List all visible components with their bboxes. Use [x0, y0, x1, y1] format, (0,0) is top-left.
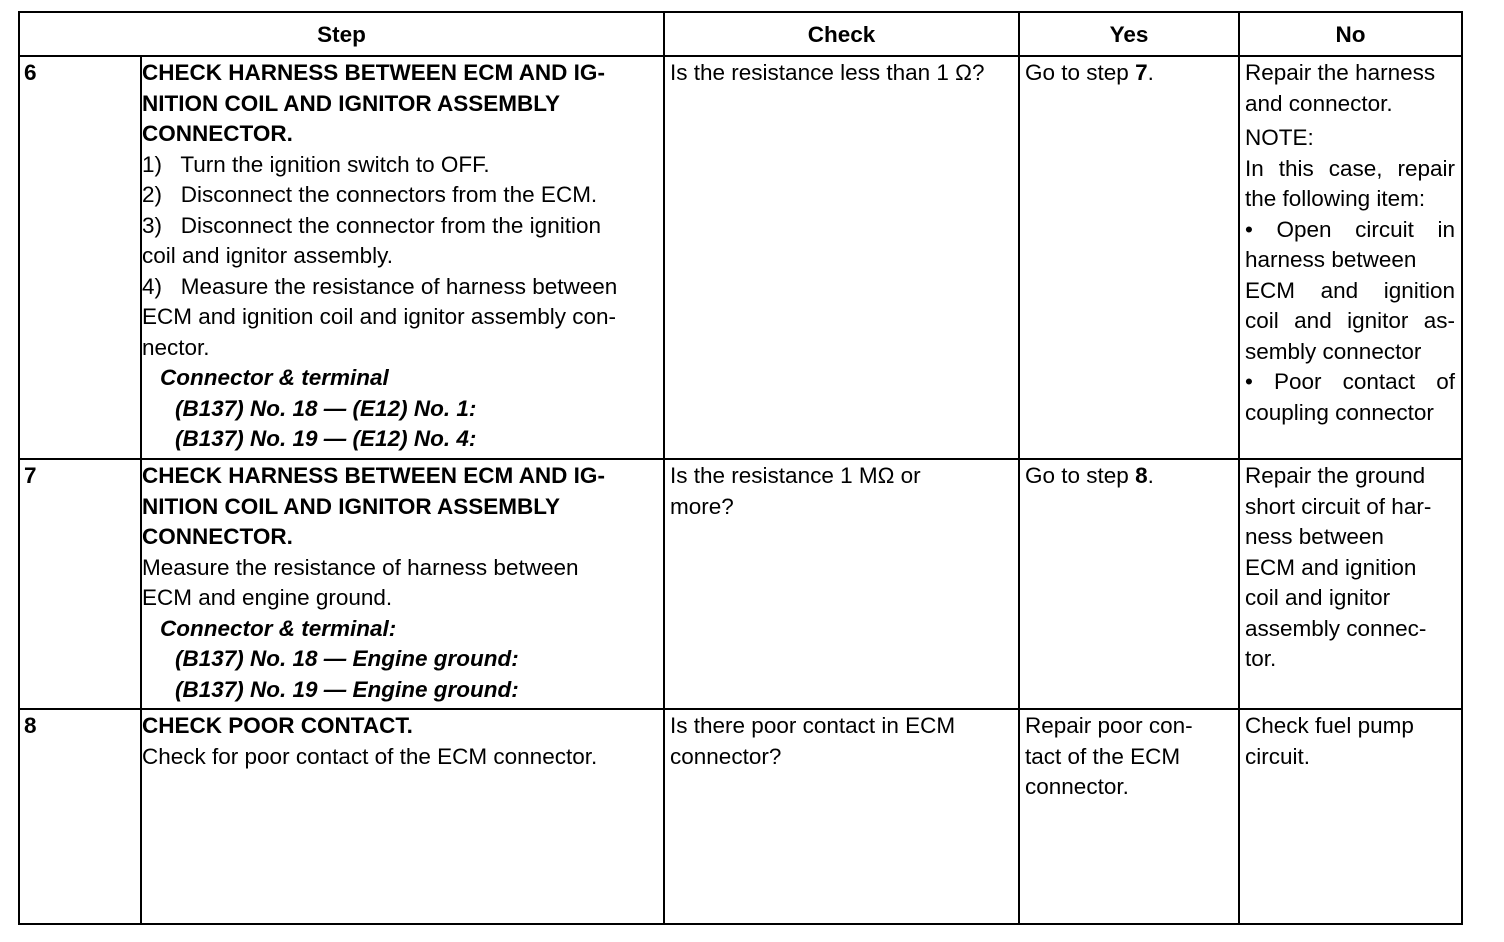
yes-cell: [1019, 709, 1239, 924]
check-cell: [664, 56, 1019, 459]
yes-text-line: connector.: [1025, 774, 1129, 799]
step-description: [141, 459, 664, 709]
no-cell: [1239, 709, 1462, 924]
step-instruction: nector.: [142, 334, 210, 360]
yes-cell: [1019, 459, 1239, 709]
yes-text-line: Repair poor con-: [1025, 713, 1193, 738]
no-text-line: Repair the harness: [1245, 60, 1436, 85]
connector-terminal-item: (B137) No. 18 — (E12) No. 1:: [175, 395, 477, 421]
yes-suffix: .: [1147, 463, 1154, 488]
note-line: In this case, repair: [1245, 155, 1456, 181]
yes-cell: [1019, 56, 1239, 459]
no-text-line: and connector.: [1245, 90, 1393, 116]
no-cell: [1239, 459, 1462, 709]
header-check: Check: [664, 12, 1019, 56]
note-line: the following item:: [1245, 186, 1426, 211]
header-row: [19, 12, 1462, 56]
note-line: ECM and ignition: [1245, 277, 1456, 303]
connector-terminal-item: (B137) No. 19 — (E12) No. 4:: [175, 426, 477, 451]
yes-step-ref: 8: [1135, 463, 1148, 488]
yes-prefix: Go to step: [1025, 60, 1136, 85]
no-text-line: assembly connec-: [1245, 615, 1427, 641]
yes-step-ref: 7: [1135, 60, 1148, 85]
step-number: 8: [19, 709, 141, 924]
table-row-step-6: [19, 56, 1462, 459]
no-text-line: tor.: [1245, 646, 1277, 671]
step-instruction: 4) Measure the resistance of harness between: [142, 273, 618, 299]
table-row-step-7: [19, 459, 1462, 709]
check-question-line: more?: [670, 493, 734, 519]
step-title-line: NITION COIL AND IGNITOR ASSEMBLY: [142, 493, 560, 519]
no-cell: [1239, 56, 1462, 459]
header-step: Step: [19, 12, 664, 56]
step-number: 7: [19, 459, 141, 709]
step-number: 6: [19, 56, 141, 459]
step-instruction: ECM and ignition coil and ignitor assembly con-: [142, 304, 616, 329]
no-text-line: coil and ignitor: [1245, 585, 1391, 610]
check-question-line: Is the resistance 1 MΩ or: [670, 463, 921, 488]
note-line: • Open circuit in: [1245, 216, 1456, 242]
note-line: • Poor contact of: [1245, 369, 1456, 394]
no-text-line: short circuit of har-: [1245, 493, 1432, 519]
check-question-line: connector?: [670, 743, 782, 769]
step-instruction: Check for poor contact of the ECM connector.: [142, 743, 598, 769]
step-title-line: CONNECTOR.: [142, 121, 293, 146]
header-no: No: [1239, 12, 1462, 56]
note-line: sembly connector: [1245, 338, 1422, 364]
connector-terminal-item: (B137) No. 18 — Engine ground:: [175, 646, 519, 671]
connector-terminal-label: Connector & terminal: [160, 365, 389, 390]
note-line: coil and ignitor as-: [1245, 308, 1456, 333]
step-instruction: ECM and engine ground.: [142, 585, 393, 610]
step-title-line: CHECK POOR CONTACT.: [142, 713, 413, 738]
yes-prefix: Go to step: [1025, 463, 1136, 488]
header-yes: Yes: [1019, 12, 1239, 56]
no-text-line: circuit.: [1245, 743, 1311, 769]
step-title-line: CHECK HARNESS BETWEEN ECM AND IG-: [142, 60, 605, 85]
yes-text-line: tact of the ECM: [1025, 743, 1181, 769]
no-text-line: Repair the ground: [1245, 463, 1426, 488]
step-instruction: Measure the resistance of harness between: [142, 554, 579, 580]
step-title-line: CHECK HARNESS BETWEEN ECM AND IG-: [142, 463, 605, 488]
no-text-line: ness between: [1245, 524, 1384, 549]
note-label: NOTE:: [1245, 125, 1314, 150]
table-row-step-8: [19, 709, 1462, 924]
connector-terminal-item: (B137) No. 19 — Engine ground:: [175, 676, 519, 702]
step-instruction: coil and ignitor assembly.: [142, 243, 393, 268]
diagnosis-table: [18, 11, 1463, 925]
step-description: [141, 709, 664, 924]
note-line: coupling connector: [1245, 399, 1434, 425]
step-description: [141, 56, 664, 459]
step-instruction: 2) Disconnect the connectors from the ECM.: [142, 182, 598, 207]
yes-suffix: .: [1147, 60, 1154, 85]
connector-terminal-label: Connector & terminal:: [160, 615, 397, 641]
check-cell: [664, 709, 1019, 924]
step-title-line: NITION COIL AND IGNITOR ASSEMBLY: [142, 90, 560, 116]
step-instruction: 3) Disconnect the connector from the ignition: [142, 212, 601, 238]
check-cell: [664, 459, 1019, 709]
step-title-line: CONNECTOR.: [142, 524, 293, 549]
check-question-line: Is there poor contact in ECM: [670, 713, 956, 738]
note-line: harness between: [1245, 247, 1417, 272]
check-question: Is the resistance less than 1 Ω?: [670, 60, 985, 85]
no-text-line: Check fuel pump: [1245, 713, 1414, 738]
step-instruction: 1) Turn the ignition switch to OFF.: [142, 151, 490, 177]
no-text-line: ECM and ignition: [1245, 554, 1417, 580]
